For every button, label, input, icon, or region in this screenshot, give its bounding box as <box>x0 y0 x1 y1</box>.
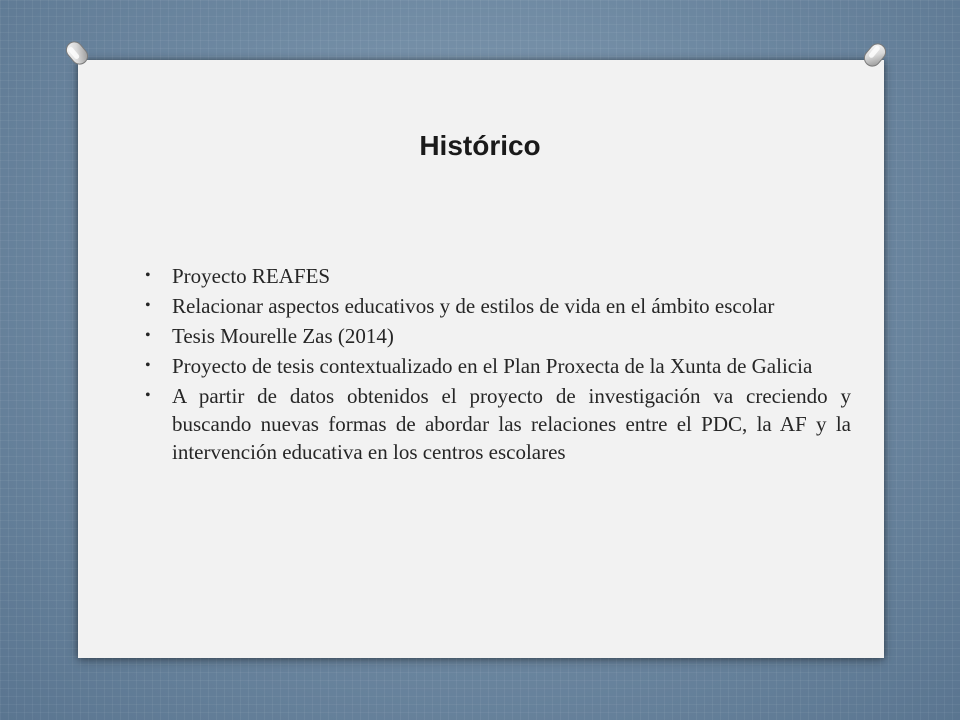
list-item-text: Proyecto REAFES <box>172 264 331 288</box>
list-item-text: Proyecto de tesis contextualizado en el Plan Proxecta de la Xunta de Galicia <box>172 354 813 378</box>
thumbtack-icon <box>860 40 890 70</box>
page-title: Histórico <box>419 130 541 161</box>
list-item <box>145 292 851 320</box>
list-item-text: Relacionar aspectos educativos y de estilos de vida en el ámbito escolar <box>172 294 775 318</box>
bullet-icon: • <box>145 327 151 344</box>
bullet-icon: • <box>145 387 151 404</box>
list-item-text: A partir de datos obtenidos el proyecto de investigación va creciendo y buscando nuevas formas de abordar las relaciones entre el PDC, la AF y la intervención educativa en los centros escolares <box>172 384 851 464</box>
bullet-list <box>145 262 851 468</box>
bullet-icon: • <box>145 297 151 314</box>
bullet-icon: • <box>145 357 151 374</box>
list-item <box>145 322 851 350</box>
list-item <box>145 262 851 290</box>
bullet-icon: • <box>145 267 151 284</box>
list-item-text: Tesis Mourelle Zas (2014) <box>172 324 394 348</box>
list-item <box>145 382 851 466</box>
thumbtack-icon <box>62 38 92 68</box>
list-item <box>145 352 851 380</box>
